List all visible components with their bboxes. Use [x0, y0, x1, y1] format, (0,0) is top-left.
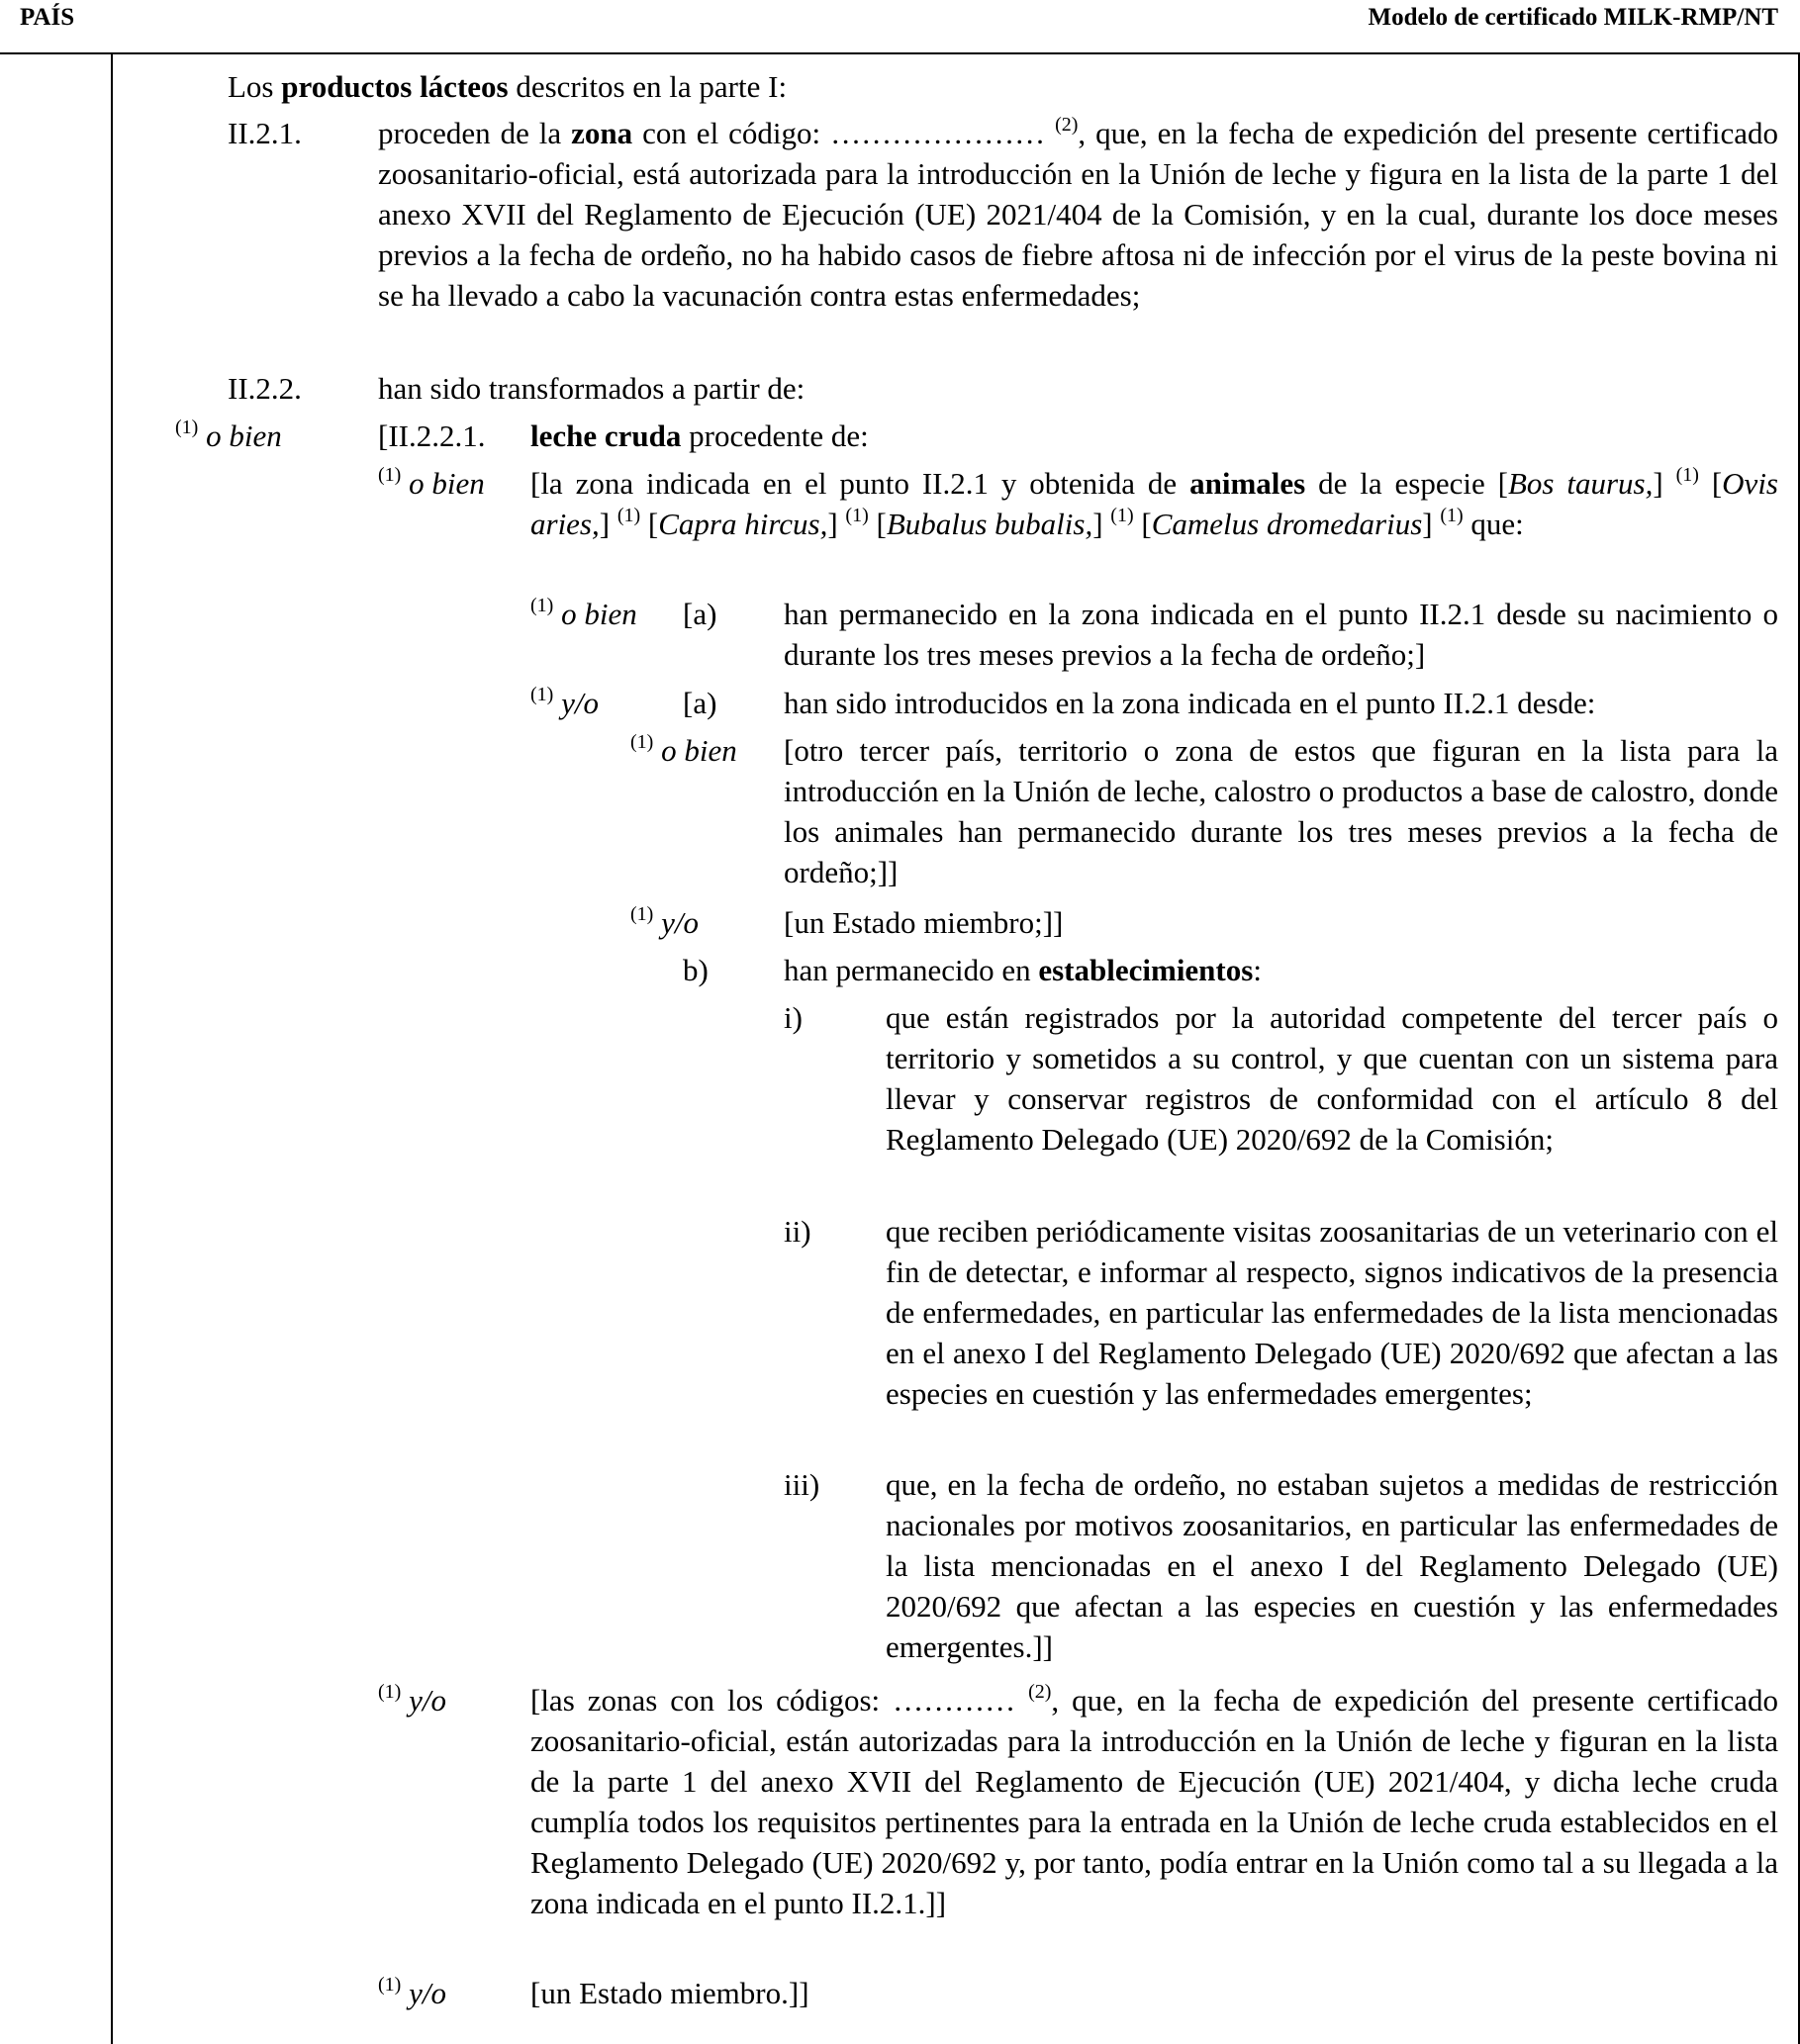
text-run: : — [1253, 953, 1262, 987]
zones-option-text — [530, 1680, 1778, 1923]
option-marker — [530, 683, 599, 723]
section-2-2-2-text: han sido transformados a partir de: — [378, 371, 805, 406]
option-label: o bien — [206, 418, 282, 453]
species-name: Bubalus bubalis, — [886, 507, 1093, 541]
subitem-iii-text: que, en la fecha de ordeño, no estaban sujetos a medidas de restricción nacionales por motivos zoosanitarios, en particular las enfermedades de la lista mencionadas en el anexo I del Reglamento Delegado (UE) 2020/692 que afectan a las especies en cuestión y las enfermedades emergentes.]] — [886, 1467, 1778, 1664]
species-name: Capra hircus, — [658, 507, 828, 541]
intro-text-end: descritos en la parte I: — [508, 69, 788, 104]
text-run: ] — [599, 507, 617, 541]
text-run: [la zona indicada en el punto II.2.1 y obtenida de — [530, 466, 1190, 501]
option-label: y/o — [661, 905, 699, 940]
option-label: o bien — [661, 733, 737, 768]
subitem-ii-text: que reciben periódicamente visitas zoosanitarias de un veterinario con el fin de detectar, e informar al respecto, signos indicativos de la presencia de enfermedades, en particular las enfermedades de la lista mencionadas en el anexo I del Reglamento Delegado (UE) 2020/692 que afectan a las especies en cuestión y las enfermedades emergentes; — [886, 1214, 1778, 1411]
footnote-ref: (1) — [630, 902, 654, 925]
item-a-alt-text: han sido introducidos en la zona indicada en el punto II.2.1 desde: — [784, 686, 1596, 720]
text-run: con el código: ………………… — [632, 116, 1056, 150]
third-country-option-text: [otro tercer país, territorio o zona de estos que figuran en la lista para la introducción en la Unión de leche, calostro o productos a base de calostro, donde los animales han permanecido durante los tres meses previos a la fecha de ordeño;]] — [784, 733, 1778, 889]
option-label: y/o — [409, 1976, 446, 2010]
text-run: [ — [1133, 507, 1152, 541]
text-run: proceden de la — [378, 116, 572, 150]
header-country: PAÍS — [20, 4, 75, 31]
footnote-ref: (1) — [530, 683, 554, 705]
text-run: ] — [827, 507, 846, 541]
option-marker — [378, 1973, 446, 2013]
option-label: y/o — [409, 1683, 446, 1718]
footnote-ref: (1) — [1440, 504, 1464, 526]
item-label-a: [a) — [683, 597, 717, 631]
section-number-2-2-2: II.2.2. — [228, 371, 302, 406]
footnote-ref: (1) — [1110, 504, 1134, 526]
section-number-2-2-2-1: [II.2.2.1. — [378, 418, 486, 453]
intro-line — [228, 66, 1771, 107]
bold-leche-cruda: leche cruda — [530, 418, 682, 453]
section-2-2-1-text — [378, 113, 1778, 316]
option-marker — [630, 730, 737, 771]
subitem-label-ii: ii) — [784, 1214, 811, 1249]
species-name: Ovis aries, — [530, 466, 1778, 541]
text-run: [ — [1698, 466, 1723, 501]
option-label: o bien — [409, 466, 485, 501]
text-run: , que, en la fecha de expedición del presente certificado zoosanitario-oficial, están autorizadas para la introducción en la Unión de leche y figuran en la lista de la parte 1 del anexo XVII del Reglamento de Ejecución (UE) 2021/404, y dicha leche cruda cumplía todos los requisitos pertinentes para la entrada en la Unión de leche cruda establecidos en el Reglamento Delegado (UE) 2020/692 y, por tanto, podía entrar en la Unión como tal a su llegada a la zona indicada en el punto II.2.1.]] — [530, 1683, 1778, 1920]
footnote-ref: (1) — [1675, 463, 1699, 486]
footnote-ref: (2) — [1028, 1680, 1052, 1703]
option-marker — [378, 463, 485, 504]
member-state-option-text: [un Estado miembro;]] — [784, 905, 1064, 940]
subitem-label-i: i) — [784, 1000, 803, 1035]
text-run: [ — [868, 507, 887, 541]
item-a-text: han permanecido en la zona indicada en el punto II.2.1 desde su nacimiento o durante los tres meses previos a la fecha de ordeño;] — [784, 597, 1778, 672]
section-2-2-2-1-text — [530, 416, 869, 456]
item-label-a: [a) — [683, 686, 717, 720]
text-run: , que, en la fecha de expedición del presente certificado zoosanitario-oficial, está autorizada para la introducción en la Unión de leche y figura en la lista de la parte 1 del anexo XVII del Reglamento de Ejecución (UE) 2021/404 de la Comisión, y en la cual, durante los doce meses previos a la fecha de ordeño, no ha habido casos de fiebre aftosa ni de infección por el virus de la peste bovina ni se ha llevado a cabo la vacunación contra estas enfermedades; — [378, 116, 1778, 313]
text-run: de la especie [ — [1305, 466, 1508, 501]
footnote-ref: (1) — [378, 1680, 402, 1703]
option-marker — [175, 416, 282, 456]
footnote-ref: (1) — [378, 1973, 402, 1996]
section-number-2-2-1: II.2.1. — [228, 116, 302, 150]
option-marker — [378, 1680, 446, 1720]
text-run: [ — [640, 507, 659, 541]
final-member-state-text: [un Estado miembro.]] — [530, 1976, 809, 2010]
subitem-i-text: que están registrados por la autoridad competente del tercer país o territorio y sometidos a su control, y que cuentan con un sistema para llevar y conservar registros de conformidad con el artículo 8 del Reglamento Delegado (UE) 2020/692 de la Comisión; — [886, 1000, 1778, 1157]
option-marker — [530, 594, 637, 634]
species-name: Bos taurus, — [1507, 466, 1654, 501]
zone-option-text — [530, 463, 1778, 544]
bold-zona: zona — [571, 116, 633, 150]
text-run: que: — [1463, 507, 1524, 541]
footnote-ref: (1) — [378, 463, 402, 486]
footnote-ref: (2) — [1055, 113, 1079, 136]
item-b-text — [784, 950, 1262, 990]
footnote-ref: (1) — [630, 730, 654, 753]
text-run: [las zonas con los códigos: ………… — [530, 1683, 1029, 1718]
footnote-ref: (1) — [175, 416, 199, 438]
intro-bold: productos lácteos — [281, 69, 509, 104]
option-label: o bien — [561, 597, 637, 631]
text-run: han permanecido en — [784, 953, 1039, 987]
footnote-ref: (1) — [616, 504, 641, 526]
text-run: ] — [1653, 466, 1676, 501]
footnote-ref: (1) — [845, 504, 869, 526]
bold-establecimientos: establecimientos — [1038, 953, 1254, 987]
species-name: Camelus dromedarius — [1151, 507, 1423, 541]
text-run: ] — [1092, 507, 1111, 541]
item-label-b: b) — [683, 953, 709, 987]
option-label: y/o — [561, 686, 599, 720]
text-run: ] — [1422, 507, 1441, 541]
bold-animales: animales — [1189, 466, 1306, 501]
subitem-label-iii: iii) — [784, 1467, 820, 1502]
footnote-ref: (1) — [530, 594, 554, 616]
header-model-code: Modelo de certificado MILK-RMP/NT — [1368, 4, 1778, 31]
option-marker — [630, 902, 699, 943]
text-run: procedente de: — [681, 418, 869, 453]
intro-text: Los — [228, 69, 282, 104]
